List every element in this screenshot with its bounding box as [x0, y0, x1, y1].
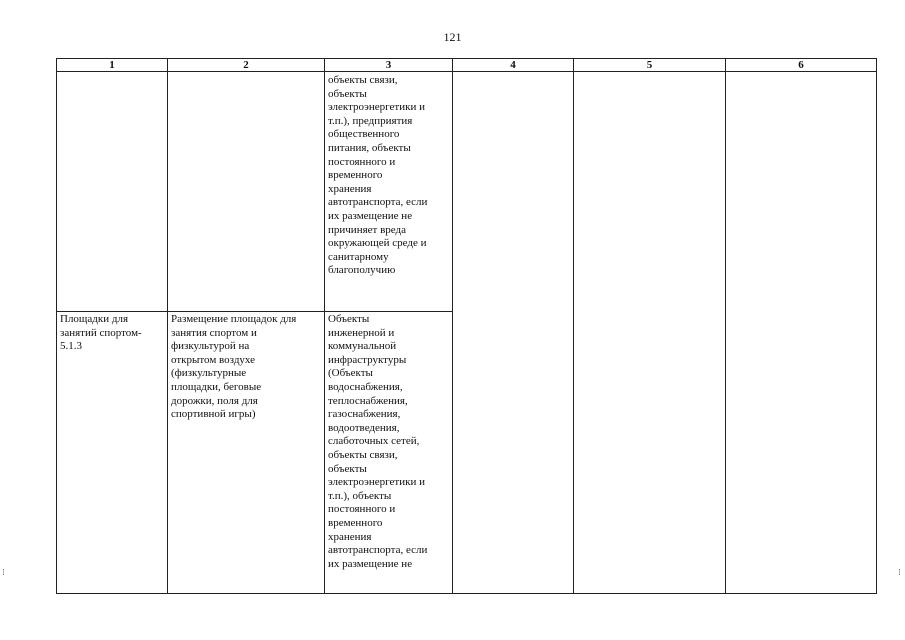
column-header-2: 2: [168, 59, 325, 72]
text-line: площадки, беговые: [171, 380, 262, 393]
text-line: газоснабжения,: [328, 408, 401, 421]
column-header-3: 3: [325, 59, 453, 72]
text-line: благополучию: [328, 264, 396, 277]
cell-auxiliary-uses: [325, 312, 453, 594]
text-line: Площадки для: [60, 313, 129, 325]
text-line: электроэнергетики и: [328, 476, 425, 489]
cell-use-name: [57, 312, 168, 594]
text-line: питания, объекты: [328, 141, 411, 154]
text-line: электроэнергетики и: [328, 101, 425, 114]
use-name-text: [60, 313, 164, 354]
left-edge-mark: ⁝: [2, 567, 5, 577]
column-header-1: 1: [57, 59, 168, 72]
text-line: их размещение не: [328, 557, 413, 570]
text-line: водоотведения,: [328, 421, 400, 434]
text-line: окружающей среде и: [328, 237, 427, 250]
text-line: открытом воздухе: [171, 353, 256, 366]
text-line: временного: [328, 516, 383, 529]
text-line: спортивной игры): [171, 408, 256, 421]
column-header-4: 4: [453, 59, 574, 72]
text-line: физкультурой на: [171, 340, 250, 353]
text-line: инфраструктуры: [328, 353, 407, 366]
cell-continuation-col1: [57, 72, 168, 312]
use-description-text: [171, 313, 321, 422]
text-line: т.п.), объекты: [328, 489, 392, 502]
text-line: их размещение не: [328, 209, 413, 222]
text-line: (физкультурные: [171, 367, 247, 380]
text-line: (Объекты: [328, 367, 373, 380]
text-line: санитарному: [328, 250, 389, 263]
text-line: объекты связи,: [328, 448, 398, 461]
cell-col4: [453, 72, 574, 594]
text-line: временного: [328, 169, 383, 182]
text-line: общественного: [328, 128, 400, 141]
text-line: коммунальной: [328, 340, 397, 353]
cell-continuation-col2: [168, 72, 325, 312]
page-number: 121: [443, 30, 462, 44]
text-line: хранения: [328, 182, 372, 195]
auxiliary-uses-text: [328, 313, 449, 571]
text-line: хранения: [328, 530, 372, 543]
text-line: занятия спортом и: [171, 326, 257, 339]
text-line: т.п.), предприятия: [328, 114, 413, 127]
land-use-table: [56, 58, 877, 594]
text-line: занятий спортом-: [60, 326, 142, 339]
header-row: [57, 59, 877, 72]
text-line: инженерной и: [328, 326, 395, 339]
column-header-6: 6: [726, 59, 877, 72]
text-line: автотранспорта, если: [328, 196, 428, 209]
text-line: причиняет вреда: [328, 223, 406, 236]
cell-col6: [726, 72, 877, 594]
text-line: водоснабжения,: [328, 380, 403, 393]
text-line: 5.1.3: [60, 340, 82, 353]
cell-col5: [574, 72, 726, 594]
text-line: постоянного и: [328, 503, 396, 516]
text-line: Размещение площадок для: [171, 313, 297, 325]
text-line: дорожки, поля для: [171, 394, 258, 407]
continuation-row: [57, 72, 877, 312]
cell-use-description: [168, 312, 325, 594]
text-line: теплоснабжения,: [328, 394, 408, 407]
text-line: Объекты: [328, 313, 370, 325]
continuation-col3-text: [328, 74, 449, 278]
right-edge-mark: ⁝: [898, 567, 901, 577]
text-line: слаботочных сетей,: [328, 435, 420, 448]
column-header-5: 5: [574, 59, 726, 72]
text-line: объекты: [328, 462, 367, 475]
text-line: объекты: [328, 87, 367, 100]
text-line: объекты связи,: [328, 74, 398, 86]
text-line: автотранспорта, если: [328, 544, 428, 557]
text-line: постоянного и: [328, 155, 396, 168]
cell-continuation-col3: [325, 72, 453, 312]
